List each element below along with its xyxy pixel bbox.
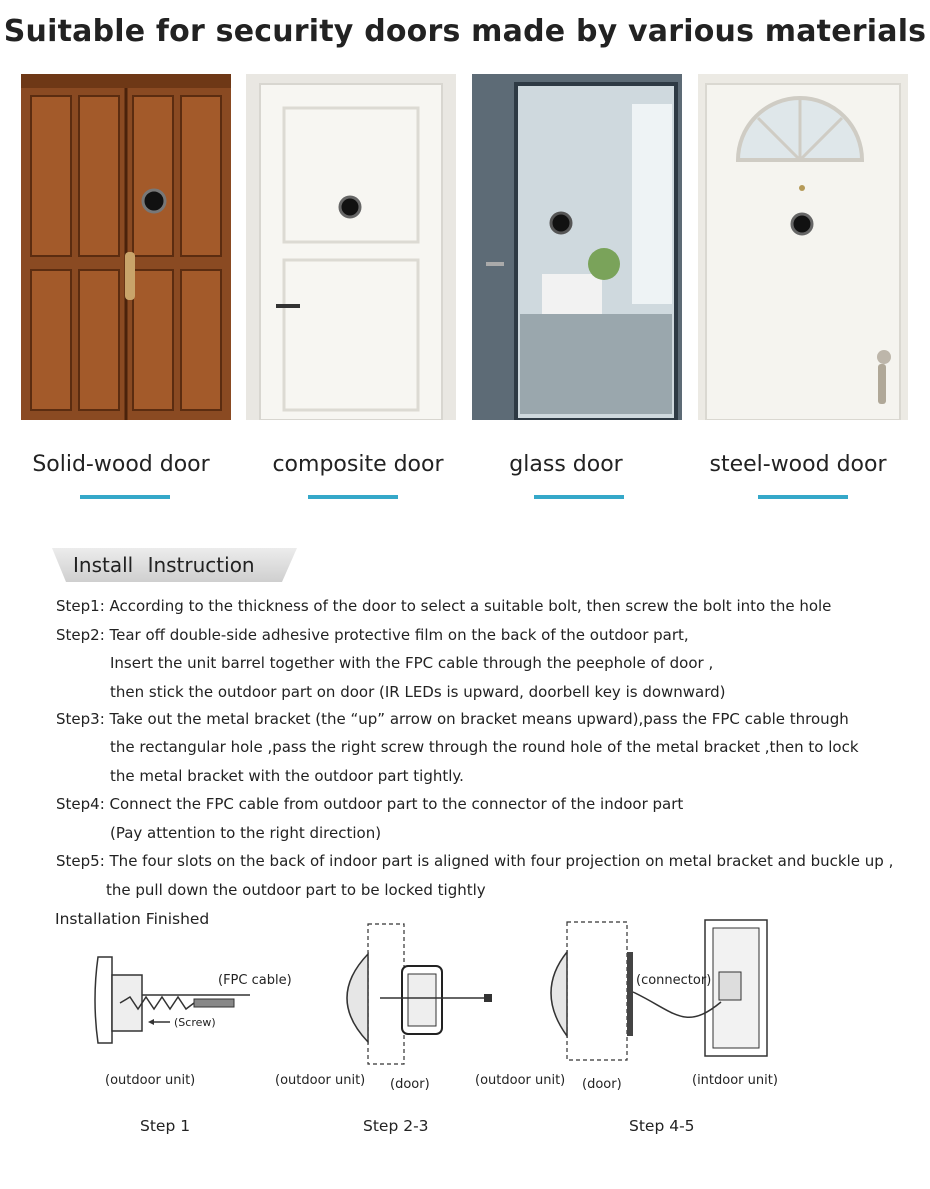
composite-door-photo [246, 74, 456, 420]
step4-line2: (Pay attention to the right direction) [110, 824, 382, 842]
step2-line3: then stick the outdoor part on door (IR LEDs is upward, doorbell key is downward) [110, 683, 726, 701]
screw-label: (Screw) [174, 1016, 216, 1029]
caption-step4-5: Step 4-5 [629, 1117, 695, 1135]
section-title: Install Instruction [73, 553, 255, 577]
steel-wood-door-photo [698, 74, 908, 420]
step5-line2: the pull down the outdoor part to be locked tightly [106, 881, 486, 899]
step4-line1: Step4: Connect the FPC cable from outdoor part to the connector of the indoor part [56, 795, 684, 813]
step3-line3: the metal bracket with the outdoor part tightly. [110, 767, 464, 785]
door-label-steel-wood: steel-wood door [709, 452, 887, 477]
step2-line2: Insert the unit barrel together with the FPC cable through the peephole of door , [110, 654, 714, 672]
underline-composite [308, 495, 398, 499]
underline-steel-wood [758, 495, 848, 499]
d3-outdoor-unit-label: (outdoor unit) [475, 1073, 566, 1088]
fpc-cable-label: (FPC cable) [218, 973, 292, 988]
step2-3-diagram [320, 918, 500, 1068]
door-label-glass: glass door [509, 452, 623, 477]
caption-step1: Step 1 [140, 1117, 191, 1135]
d2-outdoor-unit-label: (outdoor unit) [275, 1073, 366, 1088]
glass-door-photo [472, 74, 682, 420]
step4-5-diagram [535, 912, 780, 1072]
step1-diagram [90, 945, 290, 1055]
indoor-unit-label: (intdoor unit) [692, 1073, 778, 1088]
step2-line1: Step2: Tear off double-side adhesive protective film on the back of the outdoor part, [56, 626, 689, 644]
connector-label: (connector) [636, 973, 712, 988]
page-title: Suitable for security doors made by various materials [3, 14, 927, 49]
d3-door-label: (door) [582, 1077, 622, 1092]
solid-wood-door-photo [21, 74, 231, 420]
caption-step2-3: Step 2-3 [363, 1117, 429, 1135]
step3-line1: Step3: Take out the metal bracket (the “up” arrow on bracket means upward),pass the FPC cable through [56, 710, 849, 728]
door-label-composite: composite door [272, 452, 444, 477]
step1-line1: Step1: According to the thickness of the door to select a suitable bolt, then screw the bolt into the hole [56, 597, 832, 615]
underline-solid-wood [80, 495, 170, 499]
step3-line2: the rectangular hole ,pass the right screw through the round hole of the metal bracket ,then to lock [110, 738, 859, 756]
underline-glass [534, 495, 624, 499]
installation-finished-label: Installation Finished [55, 910, 210, 928]
d1-outdoor-unit-label: (outdoor unit) [105, 1073, 196, 1088]
door-label-solid-wood: Solid-wood door [32, 452, 210, 477]
d2-door-label: (door) [390, 1077, 430, 1092]
step5-line1: Step5: The four slots on the back of indoor part is aligned with four projection on metal bracket and buckle up , [56, 852, 894, 870]
